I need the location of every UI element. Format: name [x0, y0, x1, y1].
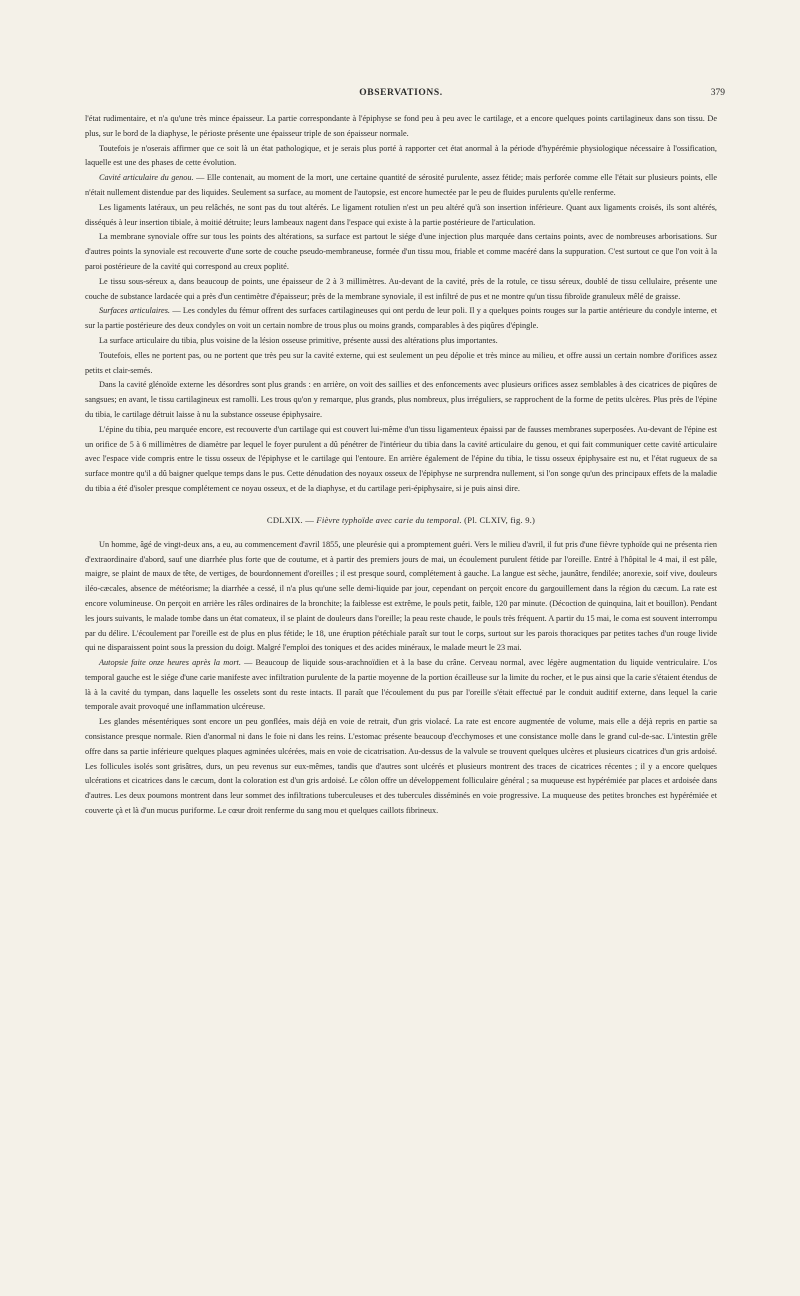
paragraph-text: Un homme, âgé de vingt-deux ans, a eu, au commencement d'avril 1855, une pleurésie qui a promptement guéri. Vers le milieu d'avril, il fut pris d'une fièvre typhoïde qui ne présenta rien d'extraordinaire d'abord, sauf une diarrhée plus forte que de coutume, et à partir des premiers jours de mai, un écoulement purulent fétide par l'oreille. Entré à l'hôpital le 4 mai, il est pâle, maigre, se plaint de maux de tête, de vertiges, de bourdonnement d'oreilles ; il est presque sourd, complétement à gauche. La langue est sèche, jaunâtre, fendilée; anorexie, soif vive, douleurs iléo-cæcales, absence de météorisme; la diarrhée a cessé, il n'a plus qu'une selle demi-liquide par jour, cependant on perçoit encore du gargouillement dans la région du cæcum. La rate est encore volumineuse. On perçoit en arrière les râles ordinaires de la bronchite; la faiblesse est extrême, le pouls petit, faible, 120 par minute. (Décoction de quinquina, lait et bouillon). Pendant les jours suivants, le malade tombe dans un état comateux, il se plaint de douleurs dans l'oreille; la peau reste chaude, le pouls très fréquent. A partir du 15 mai, le coma est souvent interrompu par du délire. L'écoulement par l'oreille est de plus en plus fétide; le 18, une éruption pétéchiale paraît sur tout le corps, surtout sur les parois thoraciques par petites taches d'un rouge livide qui ne disparaissent point sous la pression du doigt. Malgré l'emploi des toniques et des acides minéraux, le malade meurt le 23 mai. [85, 539, 717, 653]
paragraph-text: Le tissu sous-séreux a, dans beaucoup de points, une épaisseur de 2 à 3 millimètres. Au-devant de la cavité, près de la rotule, ce tissu séreux, doublé de tissu cellulaire, présente une couche de substance lardacée qui a près d'un centimètre d'épaisseur; près de la membrane synoviale, il est infiltré de pus et ne montre qu'un tissu fibroïde granuleux mêlé de graisse. [85, 276, 717, 301]
paragraph [85, 230, 717, 274]
case-dash: — [302, 514, 317, 525]
paragraph-lead: Autopsie faite onze heures après la mort. [99, 658, 241, 668]
page-header [85, 88, 725, 106]
paragraph-text: L'épine du tibia, peu marquée encore, est recouverte d'un cartilage qui est couvert lui-même d'un tissu ligamenteux épaissi par de fausses membranes superposées. Au-devant de l'épine est un orifice de 5 à 6 millimètres de diamètre par lequel le foyer purulent a dû pénétrer de l'intérieur du tibia dans la cavité articulaire du genou, et qui fait communiquer cette cavité articulaire avec l'espace vide compris entre le tissu osseux de l'épiphyse et le cartilage qui l'entoure. En arrière également de l'épine du tibia, le tissu osseux épiphysaire est nu, et l'état rugueux de sa surface montre qu'il a dû baigner quelque temps dans le pus. Cette dénudation des noyaux osseux de l'épiphyse ne surprendra nullement, si l'on songe qu'un des principaux effets de la maladie du tibia a été d'isoler presque complétement ce noyau osseux, et de la diaphyse, et du cartilage peri-épiphysaire, si je puis ainsi dire. [85, 424, 717, 493]
case-number: CDLXIX. [266, 514, 303, 525]
observation-continued-text [85, 112, 717, 497]
paragraph [85, 171, 717, 201]
paragraph-lead: Surfaces articulaires. [99, 306, 170, 316]
paragraph [85, 275, 717, 305]
case-plate-reference: (Pl. CLXIV, fig. 9.) [461, 514, 536, 525]
paragraph [85, 201, 717, 231]
paragraph-text: l'état rudimentaire, et n'a qu'une très mince épaisseur. La partie correspondante à l'épiphyse se fond peu à peu avec le cartilage, et a encore quelques points cartilagineux dans son tissu. De plus, sur le bord de la diaphyse, le périoste présente une épaisseur triple de son épaisseur normale. [85, 114, 717, 138]
paragraph [85, 112, 717, 142]
paragraph-text: Toutefois je n'oserais affirmer que ce soit là un état pathologique, et je serais plus porté à rapporter cet état anormal à la période d'hypérémie physiologique nécessaire à l'ossification, laquelle est une des phases de cette évolution. [85, 143, 717, 168]
paragraph-text: La membrane synoviale offre sur tous les points des altérations, sa surface est partout le siége d'une injection plus marquée dans certains points, avec de nombreuses arborisations. Sur d'autres points la synoviale est recouverte d'une sorte de couche pseudo-membraneuse, formée d'un tissu mou, friable et comme macéré dans la suppuration. C'est surtout ce que l'on voit à la paroi postérieure de la cavité qui correspond au creux poplité. [85, 232, 717, 271]
case-title: Fièvre typhoïde avec carie du temporal. [316, 514, 462, 525]
paragraph [85, 142, 717, 172]
paragraph-text: Les ligaments latéraux, un peu relâchés, ne sont pas du tout altérés. Le ligament rotulien n'est un peu altéré qu'à son insertion inférieure. Quant aux ligaments croisés, ils sont altérés, disséqués à leur insertion tibiale, à moitié détruite; leurs lambeaux nagent dans l'espace qui existe à la partie postérieure de l'articulation. [85, 202, 717, 227]
paragraph [85, 538, 717, 656]
paragraph [85, 423, 717, 497]
running-title: OBSERVATIONS. [359, 88, 443, 98]
paragraph [85, 304, 717, 334]
case-text [85, 538, 717, 819]
paragraph-text: — Elle contenait, au moment de la mort, une certaine quantité de sérosité purulente, assez fétide; mais perforée comme elle l'était sur plusieurs points, elle n'était nullement distendue par des liquides. Seulement sa surface, au moment de l'autopsie, est encore humectée par le peu de fluides purulents qu'elle renferme. [85, 173, 717, 197]
paragraph-lead: Cavité articulaire du genou. [99, 173, 194, 183]
paragraph [85, 334, 717, 349]
paragraph-text: — Beaucoup de liquide sous-arachnoïdien et à la base du crâne. Cerveau normal, avec légère augmentation du liquide ventriculaire. L'os temporal gauche est le siége d'une carie manifeste avec infiltration purulente de la partie moyenne de la portion écailleuse sur la limite du rocher, et le pus ainsi que la carie s'étaient étendus de là à la cavité du tympan, dans laquelle les osselets sont du reste intacts. Il paraît que l'écoulement du pus par l'oreille s'était effectué par le conduit auditif externe, dans lequel la carie temporale avait provoqué une inflammation ulcéreuse. [85, 658, 717, 712]
paragraph [85, 378, 717, 422]
paragraph [85, 715, 717, 819]
page-number: 379 [710, 88, 725, 98]
case-heading [85, 515, 717, 525]
paragraph-text: Les glandes mésentériques sont encore un peu gonflées, mais déjà en voie de retrait, d'un gris violacé. La rate est encore augmentée de volume, mais elle a déjà repris en partie sa consistance presque normale. Rien d'anormal ni dans le foie ni dans les reins. L'estomac présente beaucoup d'ecchymoses et une consistance molle dans le grand cul-de-sac. L'intestin grêle offre dans sa partie inférieure quelques plaques agminées ulcérées, mais en voie de cicatrisation. Au-dessus de la valvule se trouvent quelques ulcères et plusieurs cicatrices d'un gris ardoisé. Les follicules isolés sont grisâtres, durs, un peu revenus sur eux-mêmes, tandis que d'autres sont ulcérés et plusieurs montrent des traces de cicatrices récentes ; il y a encore quelques ulcérations et cicatrices dans le cæcum, dont la coloration est d'un gris ardoisé. Le côlon offre un développement folliculaire général ; sa muqueuse est hypérémiée par places et ardoisée dans d'autres. Les deux poumons montrent dans leur sommet des infiltrations tuberculeuses et des tubercules disséminés en voie progressive. La muqueuse des petites bronches est hypérémiée et couverte çà et là d'un mucus puriforme. Le cœur droit renferme du sang mou et quelques caillots fibrineux. [85, 717, 717, 816]
paragraph [85, 349, 717, 379]
paragraph-text: — Les condyles du fémur offrent des surfaces cartilagineuses qui ont perdu de leur poli. Il y a quelques points rouges sur la partie antérieure du condyle interne, et sur la partie postérieure des deux condyles on voit un certain nombre de trous plus ou moins grands, comparables à des piqûres d'épingle. [85, 306, 717, 331]
paragraph-text: La surface articulaire du tibia, plus voisine de la lésion osseuse primitive, présente aussi des altérations plus importantes. [99, 335, 498, 345]
paragraph-text: Toutefois, elles ne portent pas, ou ne portent que très peu sur la cavité externe, qui est seulement un peu dépolie et très mince au milieu, et offre aussi un certain nombre d'orifices assez petits et clair-semés. [85, 350, 717, 375]
document-page [85, 88, 725, 819]
paragraph-text: Dans la cavité glénoïde externe les désordres sont plus grands : en arrière, on voit des saillies et des enfoncements avec plusieurs orifices assez semblables à des cicatrices de piqûres de sangsues; en avant, le tissu cartilagineux est ramolli. Les trous qu'on y remarque, plus grands, plus nombreux, plus irréguliers, se rapprochent de la forme de petits ulcères. Plus près de l'épine du tibia, le cartilage détruit laisse à nu la substance osseuse épiphysaire. [85, 380, 717, 419]
paragraph [85, 656, 717, 715]
